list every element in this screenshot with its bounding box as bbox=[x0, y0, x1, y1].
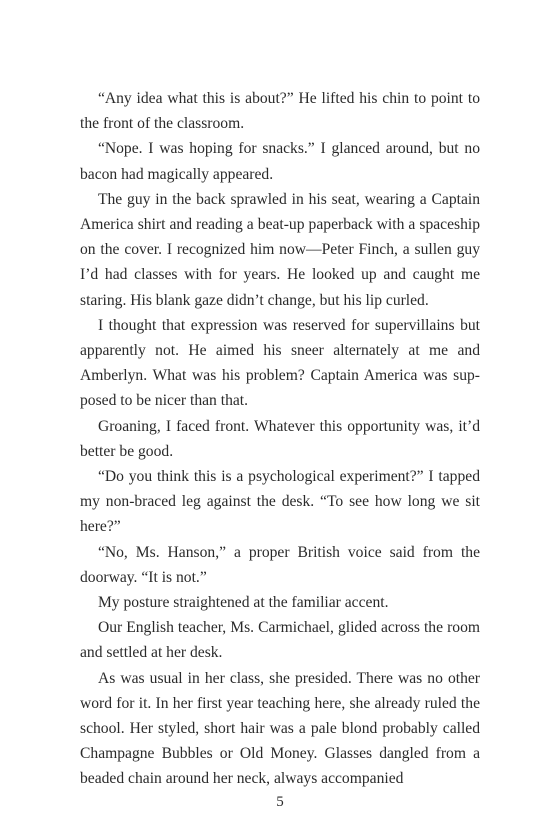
paragraph: My posture straightened at the familiar accent. bbox=[97, 594, 389, 612]
paragraph: “No, Ms. Hanson,” a proper British voice said from the doorway. “It is not.” bbox=[80, 543, 480, 586]
paragraph: “Do you think this is a psychological experiment?” I tapped my non-braced leg against the desk. “To see how long we sit here?” bbox=[80, 468, 480, 536]
paragraph: Our English teacher, Ms. Carmichael, glided across the room and settled at her desk. bbox=[80, 619, 480, 662]
paragraph: “Any idea what this is about?” He lifted his chin to point to the front of the classroom. bbox=[80, 90, 480, 133]
paragraph: The guy in the back sprawled in his seat, wearing a Captain America shirt and reading a beat-up paperback with a spaceship on the cover. I recognized him now—Peter Finch, a sullen guy I’d had classes with for years. He looked up and caught me staring. His blank gaze didn’t change, but his lip curled. bbox=[80, 190, 480, 309]
paragraph: Groaning, I faced front. Whatever this opportunity was, it’d better be good. bbox=[80, 417, 480, 460]
body-text bbox=[80, 86, 480, 792]
page-number: 5 bbox=[276, 794, 284, 810]
paragraph: I thought that expression was reserved for supervillains but apparently not. He aimed his sneer alternately at me and Amberlyn. What was his problem? Captain America was supposed to be nicer than that. bbox=[80, 316, 480, 410]
paragraph: As was usual in her class, she presided. There was no other word for it. In her first year teaching here, she already ruled the school. Her styled, short hair was a pale blond probably called Champagne Bubbles or Old Money. Glasses dangled from a beaded chain around her neck, always accompanied bbox=[80, 669, 480, 788]
paragraph: “Nope. I was hoping for snacks.” I glanced around, but no bacon had magically appeared. bbox=[80, 140, 480, 183]
